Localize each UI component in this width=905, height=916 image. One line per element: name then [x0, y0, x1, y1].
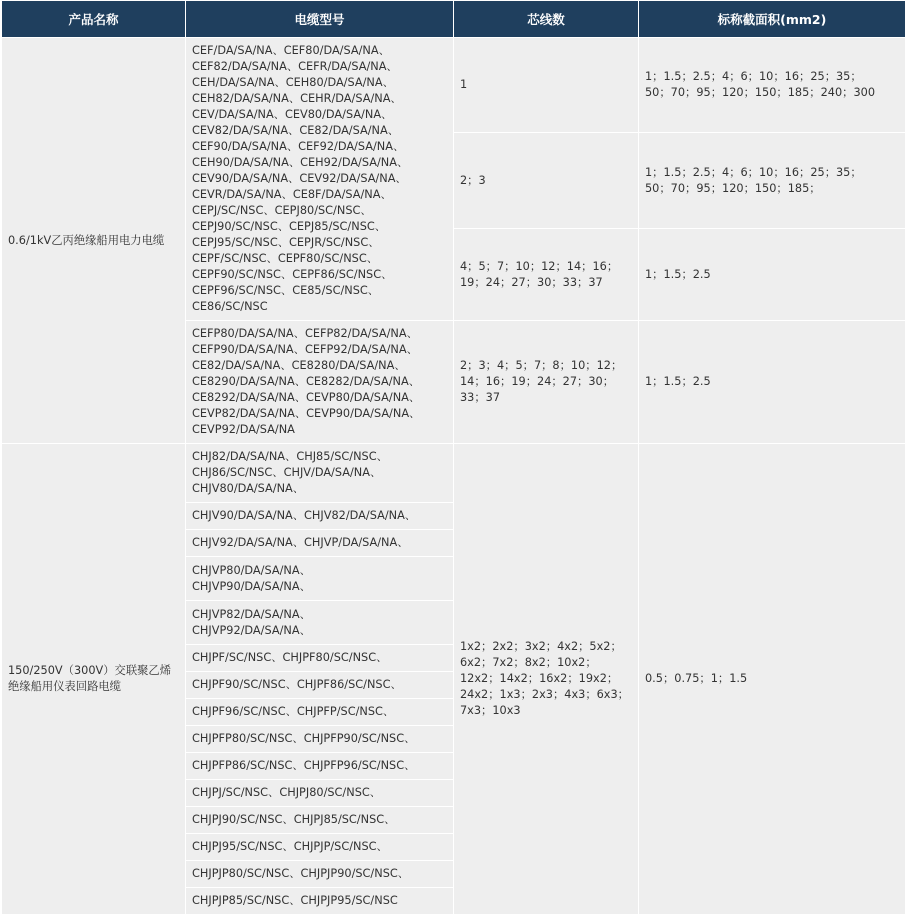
- table-row: [2, 38, 905, 133]
- model-cell: CHJPJP85/SC/NSC、CHJPJP95/SC/NSC: [186, 888, 454, 915]
- header-cross-section: 标称截面积(mm2): [639, 1, 905, 38]
- cores-cell: 2；3；4；5；7；8；10；12； 14；16；19；24；27；30； 33；37: [454, 321, 639, 444]
- cores-cell: 4；5；7；10；12；14；16； 19；24；27；30；33；37: [454, 229, 639, 321]
- model-cell: CHJV92/DA/SA/NA、CHJVP/DA/SA/NA、: [186, 530, 454, 557]
- model-cell: CHJV90/DA/SA/NA、CHJV82/DA/SA/NA、: [186, 503, 454, 530]
- header-core-count: 芯线数: [454, 1, 639, 38]
- cores-cell: 1: [454, 38, 639, 133]
- model-cell: CHJPFP86/SC/NSC、CHJPFP96/SC/NSC、: [186, 753, 454, 780]
- product-name-cell: 0.6/1kV乙丙绝缘船用电力电缆: [2, 38, 186, 444]
- model-cell: CHJPF/SC/NSC、CHJPF80/SC/NSC、: [186, 645, 454, 672]
- model-cell: CHJPJ/SC/NSC、CHJPJ80/SC/NSC、: [186, 780, 454, 807]
- table-header-row: [2, 1, 905, 38]
- model-cell: CEF/DA/SA/NA、CEF80/DA/SA/NA、 CEF82/DA/SA/NA、CEFR/DA/SA/NA、 CEH/DA/SA/NA、CEH80/DA/SA/NA、 CEH82/DA/SA/NA、CEHR/DA/SA/NA、 CEV/DA/SA/NA、CEV80/DA/SA/NA、 CEV82/DA/SA/NA、CE82/DA/SA/NA、 CEF90/DA/SA/NA、CEF92/DA/SA/NA、 CEH90/DA/SA/NA、CEH92/DA/SA/NA、 CEV90/DA/SA/NA、CEV92/DA/SA/NA、 CEVR/DA/SA/NA、CE8F/DA/SA/NA、 CEPJ/SC/NSC、CEPJ80/SC/NSC、 CEPJ90/SC/NSC、CEPJ85/SC/NSC、 CEPJ95/SC/NSC、CEPJR/SC/NSC、 CEPF/SC/NSC、CEPF80/SC/NSC、 CEPF90/SC/NSC、CEPF86/SC/NSC、 CEPF96/SC/NSC、CE85/SC/NSC、 CE86/SC/NSC: [186, 38, 454, 321]
- sizes-cell: 1；1.5；2.5: [639, 229, 905, 321]
- cores-cell: 1x2；2x2；3x2；4x2；5x2； 6x2；7x2；8x2；10x2； 12x2；14x2；16x2；19x2； 24x2；1x3；2x3；4x3；6x3； 7x3；10x3: [454, 444, 639, 915]
- cable-spec-table: [1, 0, 905, 915]
- model-cell: CHJVP80/DA/SA/NA、 CHJVP90/DA/SA/NA、: [186, 557, 454, 601]
- cores-cell: 2；3: [454, 133, 639, 229]
- sizes-cell: 1；1.5；2.5；4；6；10；16；25；35； 50；70；95；120；150；185；: [639, 133, 905, 229]
- sizes-cell: 1；1.5；2.5: [639, 321, 905, 444]
- model-cell: CEFP80/DA/SA/NA、CEFP82/DA/SA/NA、 CEFP90/DA/SA/NA、CEFP92/DA/SA/NA、 CE82/DA/SA/NA、CE8280/DA/SA/NA、 CE8290/DA/SA/NA、CE8282/DA/SA/NA、 CE8292/DA/SA/NA、CEVP80/DA/SA/NA、 CEVP82/DA/SA/NA、CEVP90/DA/SA/NA、 CEVP92/DA/SA/NA: [186, 321, 454, 444]
- model-cell: CHJPF90/SC/NSC、CHJPF86/SC/NSC、: [186, 672, 454, 699]
- sizes-cell: 1；1.5；2.5；4；6；10；16；25；35； 50；70；95；120；150；185；240；300: [639, 38, 905, 133]
- model-cell: CHJPF96/SC/NSC、CHJPFP/SC/NSC、: [186, 699, 454, 726]
- model-cell: CHJPFP80/SC/NSC、CHJPFP90/SC/NSC、: [186, 726, 454, 753]
- sizes-cell: 0.5；0.75；1；1.5: [639, 444, 905, 915]
- header-product-name: 产品名称: [2, 1, 186, 38]
- model-cell: CHJPJP80/SC/NSC、CHJPJP90/SC/NSC、: [186, 861, 454, 888]
- model-cell: CHJVP82/DA/SA/NA、 CHJVP92/DA/SA/NA、: [186, 601, 454, 645]
- table-row: [2, 444, 905, 503]
- product-name-cell: 150/250V（300V）交联聚乙烯 绝缘船用仪表回路电缆: [2, 444, 186, 915]
- model-cell: CHJ82/DA/SA/NA、CHJ85/SC/NSC、 CHJ86/SC/NSC、CHJV/DA/SA/NA、 CHJV80/DA/SA/NA、: [186, 444, 454, 503]
- model-cell: CHJPJ95/SC/NSC、CHJPJP/SC/NSC、: [186, 834, 454, 861]
- header-cable-model: 电缆型号: [186, 1, 454, 38]
- model-cell: CHJPJ90/SC/NSC、CHJPJ85/SC/NSC、: [186, 807, 454, 834]
